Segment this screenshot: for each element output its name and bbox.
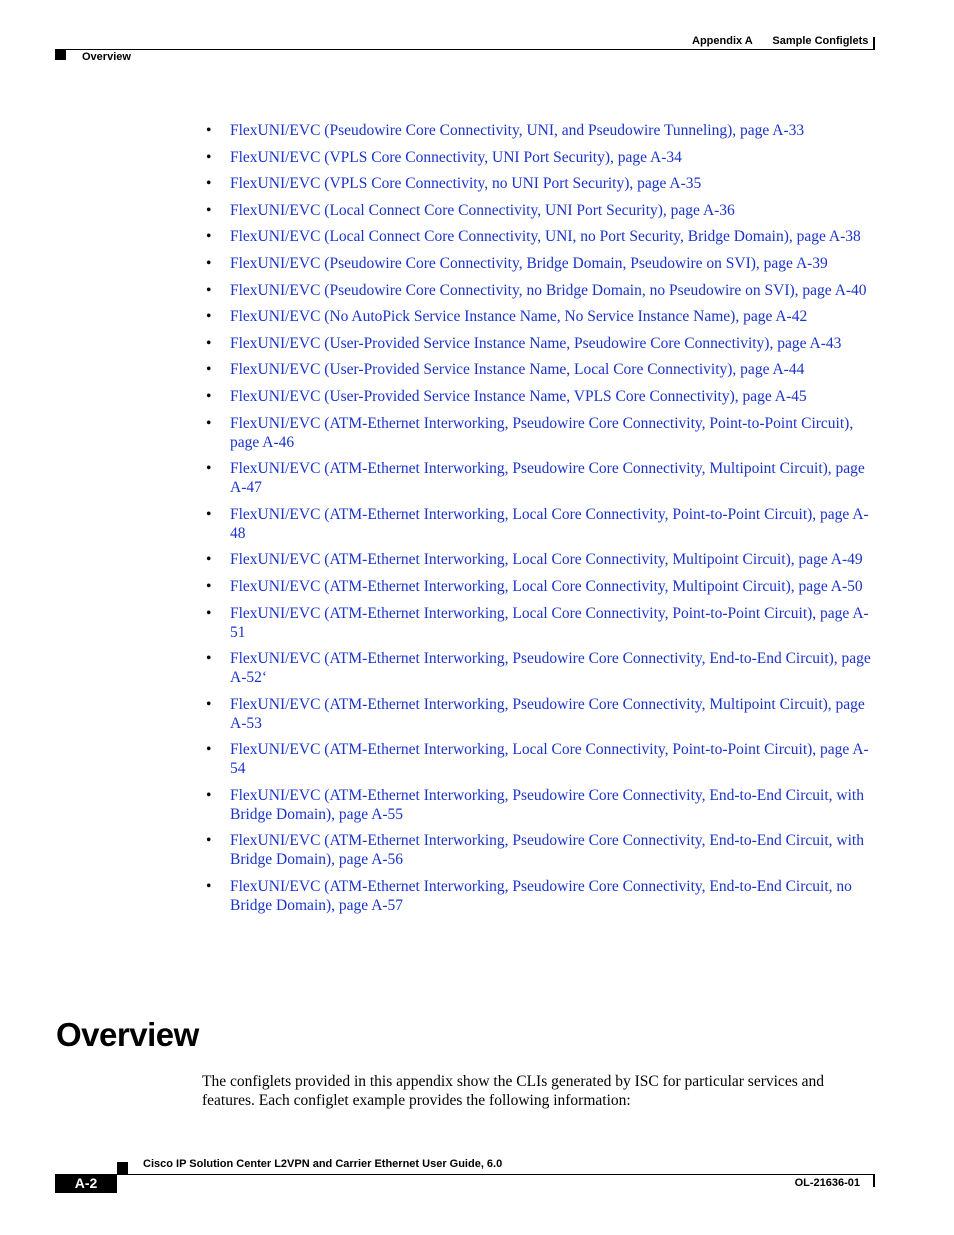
list-item	[0, 281, 880, 300]
bullet-icon: •	[206, 308, 212, 326]
bullet-icon: •	[206, 254, 212, 272]
list-item	[0, 174, 880, 193]
list-item	[0, 740, 880, 778]
bullet-icon: •	[206, 505, 212, 523]
configlet-link[interactable]: FlexUNI/EVC (ATM-Ethernet Interworking, Local Core Connectivity, Multipoint Circuit), page A-49	[230, 551, 863, 569]
footer-marker	[117, 1162, 128, 1174]
bullet-icon: •	[206, 122, 212, 139]
configlet-link[interactable]: FlexUNI/EVC (ATM-Ethernet Interworking, Pseudowire Core Connectivity, End-to-End Circuit, with Bridge Domain), page A-56	[230, 832, 864, 869]
configlet-link[interactable]: FlexUNI/EVC (Local Connect Core Connectivity, UNI Port Security), page A-36	[230, 201, 735, 219]
configlet-link[interactable]: FlexUNI/EVC (ATM-Ethernet Interworking, Pseudowire Core Connectivity, Multipoint Circuit), page A-53	[230, 695, 865, 732]
bullet-icon: •	[206, 695, 212, 713]
list-item	[0, 604, 880, 642]
intro-paragraph: The configlets provided in this appendix show the CLIs generated by ISC for particular services and features. Each configlet example provides the following information:	[202, 1073, 824, 1109]
configlet-link[interactable]: FlexUNI/EVC (ATM-Ethernet Interworking, Pseudowire Core Connectivity, End-to-End Circuit), page A-52‘	[230, 650, 871, 687]
list-item	[0, 649, 880, 687]
section-title: Overview	[56, 1016, 199, 1053]
configlet-link[interactable]: FlexUNI/EVC (ATM-Ethernet Interworking, Pseudowire Core Connectivity, End-to-End Circuit, with Bridge Domain), page A-55	[230, 786, 864, 823]
list-item	[0, 387, 880, 406]
list-item	[0, 148, 880, 167]
footer-rule	[117, 1174, 875, 1175]
list-item	[0, 550, 880, 569]
bullet-icon: •	[206, 878, 212, 896]
bullet-icon: •	[206, 228, 212, 246]
list-item	[0, 505, 880, 543]
book-title: Cisco IP Solution Center L2VPN and Carrier Ethernet User Guide, 6.0	[143, 1158, 503, 1170]
header-appendix-label: Appendix A	[692, 35, 753, 47]
list-item	[0, 227, 880, 246]
list-item	[0, 695, 880, 733]
configlet-link[interactable]: FlexUNI/EVC (ATM-Ethernet Interworking, Pseudowire Core Connectivity, Point-to-Point Circuit), page A-46	[230, 414, 854, 451]
configlet-link[interactable]: FlexUNI/EVC (Local Connect Core Connectivity, UNI, no Port Security, Bridge Domain), page A-38	[230, 228, 861, 246]
bullet-icon: •	[206, 414, 212, 432]
list-item	[0, 877, 880, 915]
bullet-icon: •	[206, 281, 212, 299]
list-item	[0, 254, 880, 273]
configlet-link[interactable]: FlexUNI/EVC (VPLS Core Connectivity, UNI Port Security), page A-34	[230, 148, 682, 166]
configlet-link[interactable]: FlexUNI/EVC (VPLS Core Connectivity, no UNI Port Security), page A-35	[230, 175, 702, 193]
configlet-link[interactable]: FlexUNI/EVC (ATM-Ethernet Interworking, Local Core Connectivity, Point-to-Point Circuit), page A-48	[230, 505, 869, 542]
bullet-icon: •	[206, 387, 212, 405]
list-item	[0, 360, 880, 379]
configlet-link[interactable]: FlexUNI/EVC (ATM-Ethernet Interworking, Local Core Connectivity, Point-to-Point Circuit), page A-54	[230, 741, 869, 778]
doc-number: OL-21636-01	[794, 1177, 860, 1189]
bullet-icon: •	[206, 148, 212, 166]
bullet-icon: •	[206, 577, 212, 595]
bullet-icon: •	[206, 334, 212, 352]
header-tick	[873, 37, 875, 50]
header-section: Overview	[82, 51, 131, 63]
configlet-link[interactable]: FlexUNI/EVC (Pseudowire Core Connectivity, Bridge Domain, Pseudowire on SVI), page A-39	[230, 254, 828, 272]
list-item	[0, 831, 880, 869]
bullet-icon: •	[206, 604, 212, 622]
bullet-icon: •	[206, 741, 212, 759]
list-item	[0, 334, 880, 353]
configlet-link[interactable]: FlexUNI/EVC (User-Provided Service Instance Name, Local Core Connectivity), page A-44	[230, 361, 805, 379]
configlet-link[interactable]: FlexUNI/EVC (User-Provided Service Instance Name, Pseudowire Core Connectivity), page A-43	[230, 334, 842, 352]
list-item	[0, 577, 880, 596]
configlet-link-list	[0, 121, 954, 923]
list-item	[0, 414, 880, 452]
bullet-icon: •	[206, 175, 212, 193]
list-item	[0, 307, 880, 326]
configlet-link[interactable]: FlexUNI/EVC (No AutoPick Service Instance Name, No Service Instance Name), page A-42	[230, 308, 808, 326]
configlet-link[interactable]: FlexUNI/EVC (ATM-Ethernet Interworking, Local Core Connectivity, Multipoint Circuit), page A-50	[230, 577, 863, 595]
list-item	[0, 201, 880, 220]
bullet-icon: •	[206, 460, 212, 478]
list-item	[0, 786, 880, 824]
configlet-link[interactable]: FlexUNI/EVC (Pseudowire Core Connectivity, UNI, and Pseudowire Tunneling), page A-33	[230, 122, 805, 139]
configlet-link[interactable]: FlexUNI/EVC (ATM-Ethernet Interworking, Pseudowire Core Connectivity, Multipoint Circuit), page A-47	[230, 460, 865, 497]
configlet-link[interactable]: FlexUNI/EVC (Pseudowire Core Connectivity, no Bridge Domain, no Pseudowire on SVI), page A-40	[230, 281, 867, 299]
header-chapter-title: Sample Configlets	[772, 35, 869, 47]
bullet-icon: •	[206, 650, 212, 668]
page-number: A-2	[55, 1174, 117, 1193]
list-item	[0, 459, 880, 497]
header-rule	[55, 49, 875, 50]
bullet-icon: •	[206, 201, 212, 219]
bullet-icon: •	[206, 551, 212, 569]
configlet-link[interactable]: FlexUNI/EVC (ATM-Ethernet Interworking, Local Core Connectivity, Point-to-Point Circuit), page A-51	[230, 604, 869, 641]
configlet-link[interactable]: FlexUNI/EVC (User-Provided Service Instance Name, VPLS Core Connectivity), page A-45	[230, 387, 807, 405]
footer-tick	[873, 1174, 875, 1187]
list-item	[0, 121, 880, 140]
bullet-icon: •	[206, 786, 212, 804]
bullet-icon: •	[206, 361, 212, 379]
bullet-icon: •	[206, 832, 212, 850]
configlet-link[interactable]: FlexUNI/EVC (ATM-Ethernet Interworking, Pseudowire Core Connectivity, End-to-End Circuit, no Bridge Domain), page A-57	[230, 878, 852, 915]
header-chapter	[692, 35, 868, 47]
header-marker	[55, 49, 66, 60]
